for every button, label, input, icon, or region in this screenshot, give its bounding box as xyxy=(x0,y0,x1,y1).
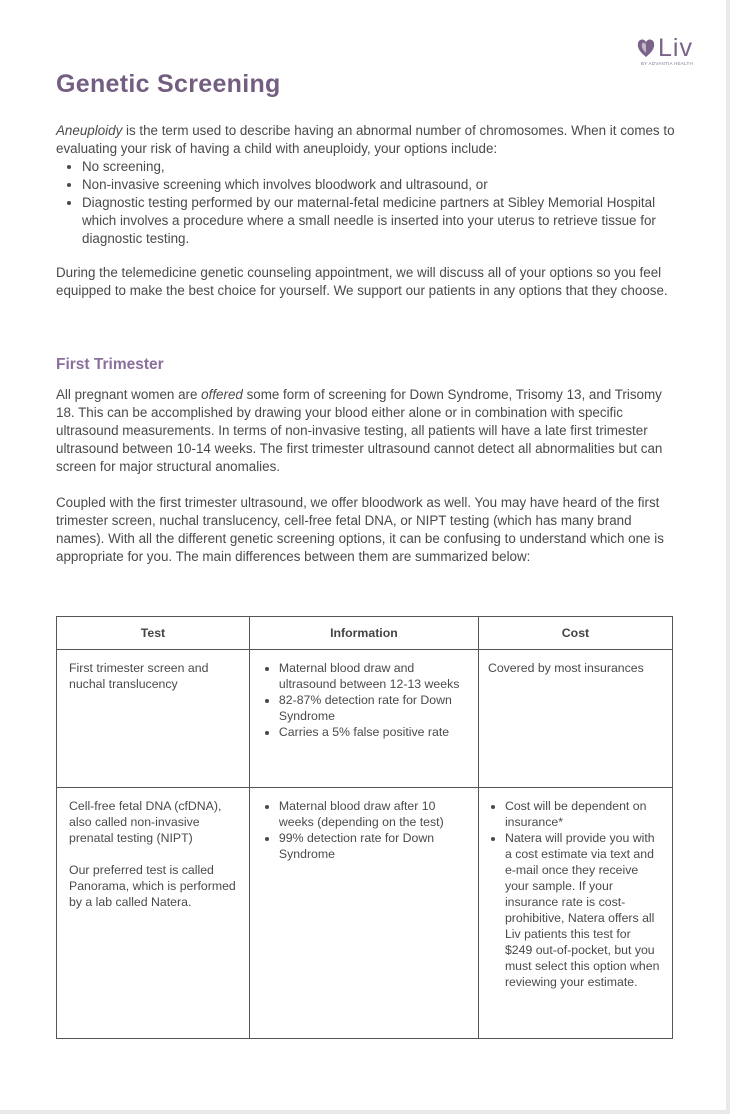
intro-text: is the term used to describe having an abnormal number of chromosomes. When it comes to evaluating your risk of having a child with aneuploidy, your options include: xyxy=(56,123,675,156)
table-header-row xyxy=(57,617,673,650)
intro-paragraph xyxy=(56,122,681,158)
cell-cost: Covered by most insurances xyxy=(478,650,672,788)
section-heading-first-trimester: First Trimester xyxy=(56,356,164,373)
header-cost: Cost xyxy=(478,617,672,650)
counseling-paragraph: During the telemedicine genetic counseling appointment, we will discuss all of your options so you feel equipped to make the best choice for yourself. We support our patients in any options that they choose. xyxy=(56,265,668,298)
list-item: • Diagnostic testing performed by our maternal-fetal medicine partners at Sibley Memorial Hospital which involves a procedure where a small needle is inserted into your uterus to retrieve tissue for diagnostic testing. xyxy=(82,194,681,248)
header-test: Test xyxy=(57,617,250,650)
liv-logo xyxy=(623,36,693,66)
logo-wordmark: Liv xyxy=(658,34,693,62)
list-item: • Maternal blood draw after 10 weeks (depending on the test) xyxy=(279,798,466,830)
logo-subtitle: BY ADVANTIA HEALTH xyxy=(640,61,693,66)
list-item: • Maternal blood draw and ultrasound between 12-13 weeks xyxy=(279,660,466,692)
test-note: Our preferred test is called Panorama, which is performed by a lab called Natera. xyxy=(69,863,236,909)
cell-test: Cell-free fetal DNA (cfDNA), also called non-invasive prenatal testing (NIPT) Our preferred test is called Panorama, which is performed by a lab called Natera. xyxy=(57,788,250,1039)
bloodwork-paragraph: Coupled with the first trimester ultrasound, we offer bloodwork as well. You may have heard of the first trimester screen, nuchal translucency, cell-free fetal DNA, or NIPT testing (which has many brand names). With all the different genetic screening options, it can be confusing to understand which one is appropriate for you. The main differences between them are summarized below: xyxy=(56,495,664,564)
emphasis-offered: offered xyxy=(201,387,243,402)
cell-cost xyxy=(478,788,672,1039)
table-row xyxy=(57,788,673,1039)
first-trimester-paragraph: All pregnant women are offered some form of screening for Down Syndrome, Trisomy 13, and Trisomy 18. This can be accomplished by drawing your blood either alone or in combination with specific ultrasound measurements. In terms of non-invasive testing, all patients will have a late first trimester ultrasound between 10-14 weeks. The first trimester ultrasound cannot detect all abnormalities but can screen for major structural anomalies. xyxy=(56,387,663,474)
cell-information xyxy=(249,650,478,788)
list-item: • Non-invasive screening which involves bloodwork and ultrasound, or xyxy=(82,176,681,194)
list-item: • 82-87% detection rate for Down Syndrome xyxy=(279,692,466,724)
page-title: Genetic Screening xyxy=(56,70,281,98)
liv-heart-icon xyxy=(636,37,656,59)
list-item: • No screening, xyxy=(82,158,681,176)
header-information: Information xyxy=(249,617,478,650)
cell-information xyxy=(249,788,478,1039)
intro-term: Aneuploidy xyxy=(56,123,123,138)
table-row xyxy=(57,650,673,788)
list-item: • 99% detection rate for Down Syndrome xyxy=(279,830,466,862)
intro-section xyxy=(56,122,681,248)
list-item: • Carries a 5% false positive rate xyxy=(279,724,466,740)
list-item: • Natera will provide you with a cost estimate via text and e-mail once they receive your sample. If your insurance rate is cost-prohibitive, Natera offers all Liv patients this test for $249 out-of-pocket, but you must select this option when reviewing your estimate. xyxy=(505,830,660,990)
list-item: • Cost will be dependent on insurance* xyxy=(505,798,660,830)
screening-comparison-table xyxy=(56,616,673,1039)
cell-test: First trimester screen and nuchal translucency xyxy=(57,650,250,788)
screening-options-list xyxy=(56,158,681,248)
